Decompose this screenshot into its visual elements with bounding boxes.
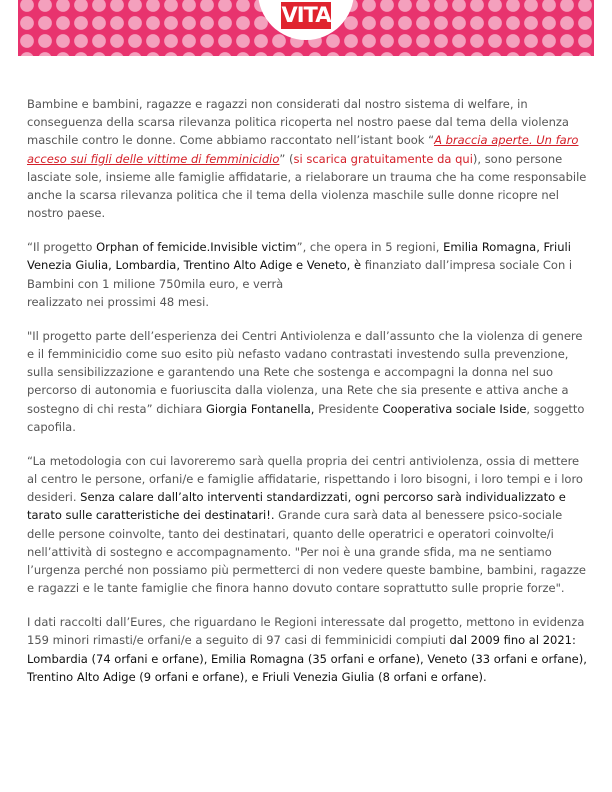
intro-text-2: ” ( bbox=[279, 151, 294, 166]
paragraph-methodology bbox=[27, 452, 592, 598]
download-link[interactable]: si scarica gratuitamente da qui bbox=[293, 151, 473, 166]
project-regions: Emilia Romagna, Friuli Venezia Giulia, Lombardia, Trentino Alto Adige e Veneto, è bbox=[27, 240, 571, 273]
paragraph-quote-fontanella bbox=[27, 327, 592, 436]
project-text-2: ”, che opera in 5 regioni, bbox=[296, 240, 444, 255]
quote-text: "Il progetto parte dell’esperienza dei Centri Antiviolenza e dall’assunto che la violenza di genere e il femminicidio come suo esito più nefasto vadano contrastati investendo sulla prevenzione, sulla sensibilizzazione e garantendo una Rete che sostenga e accompagni la donna nel suo percorso di autonomia e fuoriuscita dalla violenza, una Rete che sia presente e attiva anche a sostegno di chi resta” dichiara bbox=[27, 328, 583, 416]
instant-book-link[interactable]: A braccia aperte. Un faro acceso sui figli delle vittime di femminicidio bbox=[27, 133, 579, 166]
data-text: I dati raccolti dall’Eures, che riguardano le Regioni interessate dal progetto, mettono in evidenza 159 minori rimasti/e orfani/e a seguito di 97 casi di femminicidi compiuti bbox=[27, 615, 585, 648]
paragraph-intro bbox=[27, 95, 592, 222]
data-highlight: dal 2009 fino al 2021: Lombardia (74 orfani e orfane), Emilia Romagna (35 orfani e orfane), Veneto (33 orfani e orfane), Trentino Alto Adige (9 orfani e orfane), e Friuli Venezia Giulia (8 orfani e orfane). bbox=[27, 633, 587, 684]
vita-logo[interactable]: VITA bbox=[281, 3, 331, 27]
methodology-text-2: Grande cura sarà data al benessere psico-sociale delle persone coinvolte, tanto dei destinatari, quanto delle operatrici e operatori coinvolte/i nell’attività di sostegno e accompagnamento. "Per noi è una grande sfida, ma ne sentiamo l’urgenza perché non possiamo più permetterci di non vedere queste bambine, bambini, ragazze e ragazzi e le tante famiglie che finora hanno dovuto contare soprattutto sulle proprie forze". bbox=[27, 508, 586, 596]
intro-text: Bambine e bambini, ragazze e ragazzi non considerati dal nostro sistema di welfare, in conseguenza della scarsa rilevanza politica ricoperta nel nostro paese dal tema della violenza maschile contro le donne. Come abbiamo raccontato nell’istant book “ bbox=[27, 97, 569, 148]
speaker-name: Giorgia Fontanella, bbox=[206, 401, 315, 416]
quote-text-2: Presidente bbox=[314, 401, 383, 416]
organization-name: Cooperativa sociale Iside bbox=[382, 401, 527, 416]
methodology-text: “La metodologia con cui lavoreremo sarà quella propria dei centri antiviolenza, ossia di mettere al centro le persone, orfani/e e famiglie affidatarie, rispettando i loro bisogni, i loro tempi e i loro desideri. bbox=[27, 453, 583, 505]
methodology-highlight: Senza calare dall’alto interventi standardizzati, ogni percorso sarà individualizzato e tarato sulle caratteristiche dei destinatari!. bbox=[27, 490, 566, 523]
article-body bbox=[27, 95, 592, 702]
project-text: “Il progetto bbox=[27, 240, 97, 255]
header-banner bbox=[18, 0, 594, 56]
intro-text-3: ), sono persone lasciate sole, insieme alle famiglie affidatarie, a rielaborare un trauma che ha come responsabile anche la scarsa rilevanza politica che il tema della violenza maschile sulle donne ricopre nel nostro paese. bbox=[27, 151, 587, 221]
paragraph-data bbox=[27, 613, 592, 686]
paragraph-project bbox=[27, 238, 592, 311]
project-text-4: realizzato nei prossimi 48 mesi. bbox=[27, 294, 209, 309]
quote-text-3: , soggetto capofila. bbox=[27, 401, 585, 434]
project-text-3: finanziato dall’impresa sociale Con i Bambini con 1 milione 750mila euro, e verrà bbox=[27, 258, 573, 291]
project-name: Orphan of femicide.Invisible victim bbox=[96, 240, 297, 255]
